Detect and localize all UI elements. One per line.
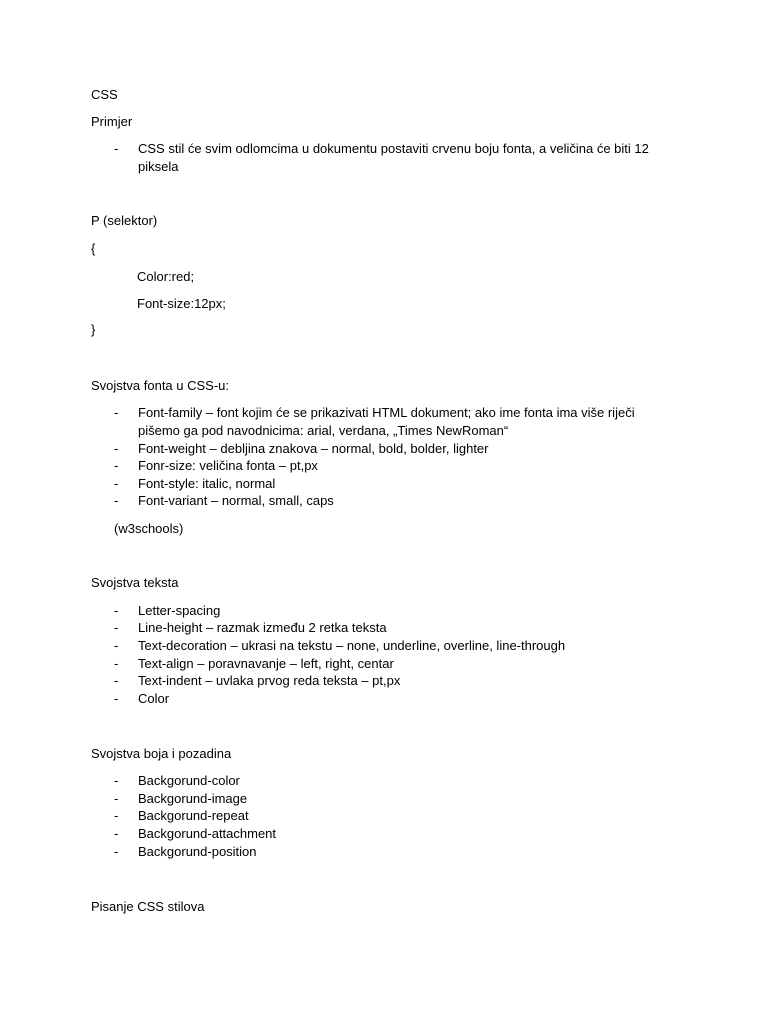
source-note: (w3schools) [114, 521, 184, 536]
font-list-item: Font-family – font kojim će se prikazivati HTML dokument; ako ime fonta ima više riječi pišemo ga pod navodnicima: arial, verdana, „Times NewRoman“ [138, 405, 635, 438]
code-rule-font-size: Font-size:12px; [137, 296, 226, 311]
bullet-dash: - [114, 476, 119, 491]
section-title-font: Svojstva fonta u CSS-u: [91, 378, 230, 393]
code-close-brace: } [91, 322, 96, 337]
heading-css: CSS [91, 87, 118, 102]
code-selector: P (selektor) [91, 213, 158, 228]
code-open-brace: { [91, 241, 96, 256]
section-title-color: Svojstva boja i pozadina [91, 746, 232, 761]
bullet-text: CSS stil će svim odlomcima u dokumentu postaviti crvenu boju fonta, a veličina će biti 12 piksela [138, 141, 649, 174]
text-list-item: Text-indent – uvlaka prvog reda teksta – pt,px [138, 673, 401, 688]
text-list-item: Color [138, 691, 170, 706]
bullet-dash: - [114, 493, 119, 508]
text-list-item: Line-height – razmak između 2 retka teksta [138, 620, 387, 635]
bullet-dash: - [114, 791, 119, 806]
bullet-dash: - [114, 141, 119, 156]
bullet-dash: - [114, 773, 119, 788]
bullet-dash: - [114, 844, 119, 859]
color-list-item: Backgorund-repeat [138, 808, 249, 823]
bullet-dash: - [114, 656, 119, 671]
bullet-dash: - [114, 826, 119, 841]
bullet-dash: - [114, 441, 119, 456]
bullet-dash: - [114, 673, 119, 688]
section-title-text: Svojstva teksta [91, 575, 179, 590]
final-heading: Pisanje CSS stilova [91, 899, 205, 914]
bullet-dash: - [114, 691, 119, 706]
bullet-dash: - [114, 638, 119, 653]
bullet-dash: - [114, 620, 119, 635]
bullet-dash: - [114, 458, 119, 473]
color-list-item: Backgorund-image [138, 791, 248, 806]
color-list-item: Backgorund-position [138, 844, 257, 859]
bullet-dash: - [114, 405, 119, 420]
bullet-dash: - [114, 603, 119, 618]
color-list-item: Backgorund-attachment [138, 826, 277, 841]
font-list-item: Fonr-size: veličina fonta – pt,px [138, 458, 318, 473]
color-list-item: Backgorund-color [138, 773, 240, 788]
font-list-item: Font-weight – debljina znakova – normal, bold, bolder, lighter [138, 441, 489, 456]
font-list-item: Font-style: italic, normal [138, 476, 276, 491]
bullet-dash: - [114, 808, 119, 823]
font-list-item: Font-variant – normal, small, caps [138, 493, 334, 508]
text-list-item: Text-decoration – ukrasi na tekstu – none, underline, overline, line-through [138, 638, 566, 653]
text-list-item: Letter-spacing [138, 603, 221, 618]
code-rule-color: Color:red; [137, 269, 195, 284]
text-list-item: Text-align – poravnavanje – left, right, centar [138, 656, 394, 671]
heading-example: Primjer [91, 114, 133, 129]
